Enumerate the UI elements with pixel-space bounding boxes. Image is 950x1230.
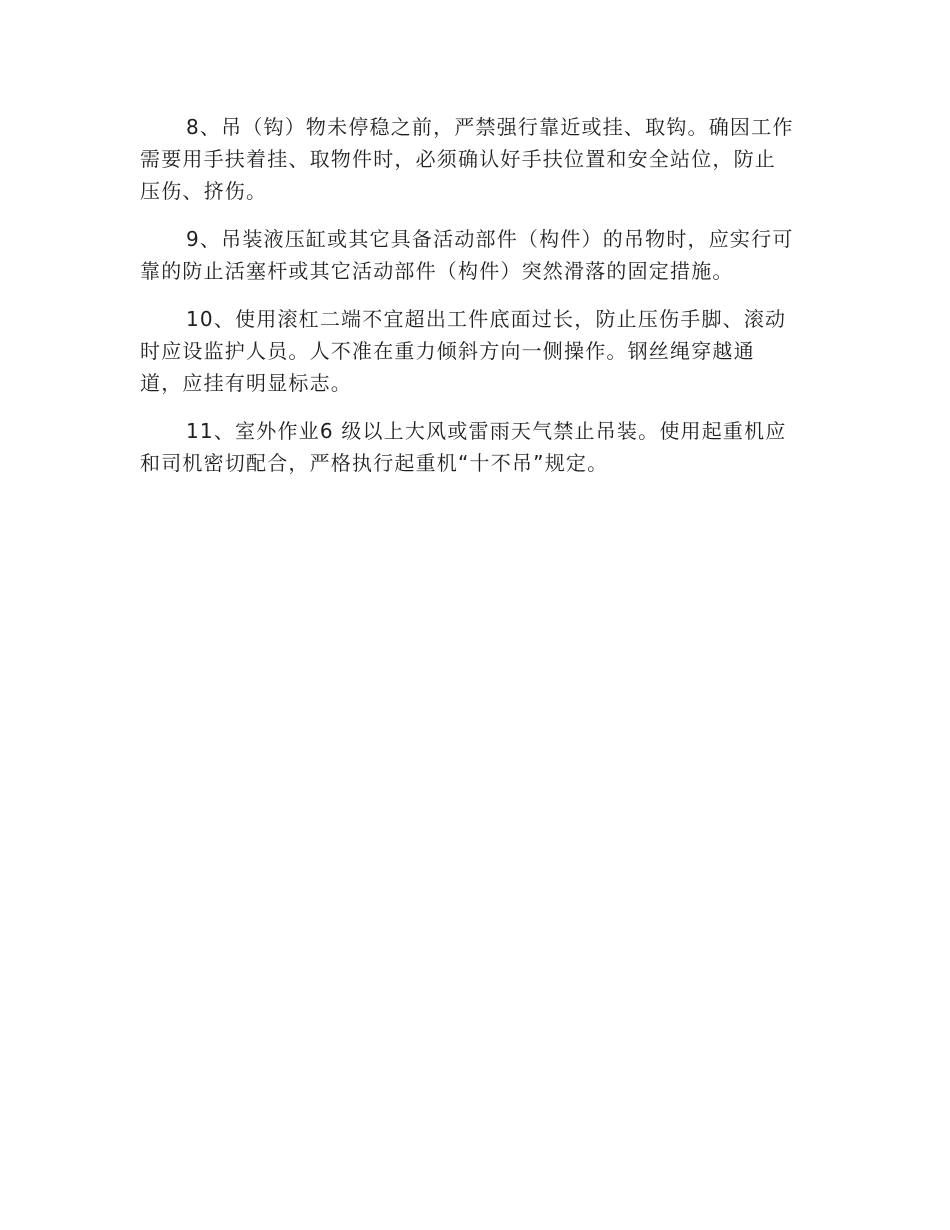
paragraph-item-9 <box>140 223 805 287</box>
paragraph-item-10 <box>140 303 805 399</box>
paragraph-line: 需要用手扶着挂、取物件时，必须确认好手扶位置和安全站位，防止 <box>140 147 776 171</box>
paragraph-line: 靠的防止活塞杆或其它活动部件（构件）突然滑落的固定措施。 <box>140 259 734 283</box>
paragraph-line: 9、吊装液压缸或其它具备活动部件（构件）的吊物时，应实行可 <box>186 227 794 251</box>
paragraph-line: 压伤、挤伤。 <box>140 179 268 203</box>
paragraph-line: 时应设监护人员。人不准在重力倾斜方向一侧操作。钢丝绳穿越通 <box>140 339 755 363</box>
paragraph-item-8 <box>140 111 805 207</box>
paragraph-line: 道，应挂有明显标志。 <box>140 371 352 395</box>
document-body <box>140 111 805 495</box>
paragraph-line: 8、吊（钩）物未停稳之前，严禁强行靠近或挂、取钩。确因工作 <box>186 115 794 139</box>
paragraph-line: 11、室外作业6 级以上大风或雷雨天气禁止吊装。使用起重机应 <box>186 419 787 443</box>
paragraph-line: 和司机密切配合，严格执行起重机“十不吊”规定。 <box>140 451 609 475</box>
paragraph-line: 10、使用滚杠二端不宜超出工件底面过长，防止压伤手脚、滚动 <box>186 307 787 331</box>
paragraph-item-11 <box>140 415 805 479</box>
